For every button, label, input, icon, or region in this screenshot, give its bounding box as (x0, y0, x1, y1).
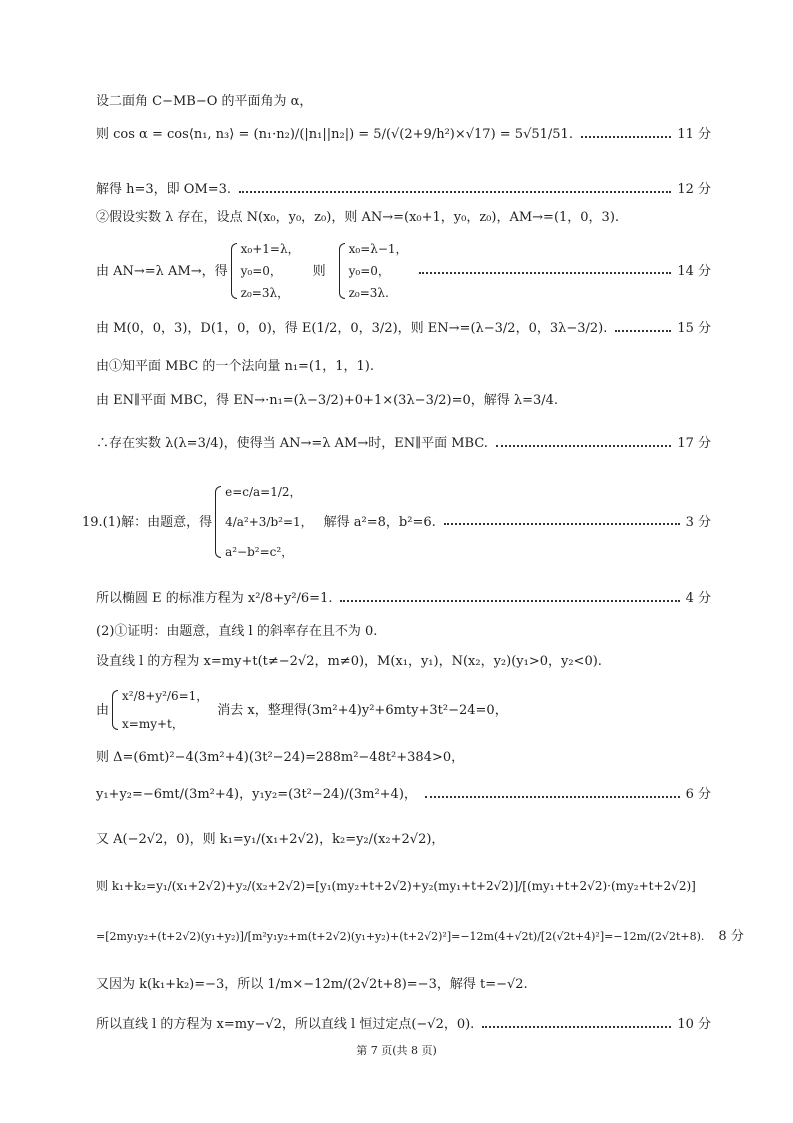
line-solve-h (96, 183, 711, 196)
text: 消去 x，整理得(3m²+4)y²+6mty+3t²−24=0， (217, 702, 508, 718)
line-en-parallel (96, 394, 711, 407)
text: 设二面角 C−MB−O 的平面角为 α， (96, 94, 313, 109)
score: 11 分 (677, 127, 711, 142)
equation-system (231, 243, 300, 299)
text: 所以椭圆 E 的标准方程为 x²/8+y²/6=1. (96, 591, 333, 606)
text: 则 cos α = cos⟨n₁, n₃⟩ = (n₁·n₂)/(|n₁||n₂|) = 5/(√(2+9/h²)×√17) = 5√51/51. (96, 127, 573, 142)
line-part2-proof (96, 625, 711, 638)
line-sum-slopes (96, 880, 711, 892)
equation-system (339, 243, 408, 299)
equation: y₀=0， (240, 264, 282, 278)
score: 10 分 (677, 1017, 711, 1032)
text: 由 EN∥平面 MBC，得 EN→·n₁=(λ−3/2)+0+1×(3λ−3/2)=0，解得 λ=3/4. (96, 393, 559, 408)
line-ellipse-equation (96, 592, 711, 605)
score: 17 分 (677, 436, 711, 451)
score: 6 分 (685, 787, 711, 802)
equation-system (215, 486, 313, 558)
dot-leader (340, 600, 679, 602)
line-system-an-am (96, 240, 711, 302)
text: 设直线 l 的方程为 x=my+t(t≠−2√2，m≠0)，M(x₁，y₁)，N(x₂，y₂)(y₁>0，y₂<0). (96, 654, 602, 669)
text: 所以直线 l 的方程为 x=my−√2，所以直线 l 恒过定点(−√2，0). (96, 1017, 475, 1032)
text: =[2my₁y₂+(t+2√2)(y₁+y₂)]/[m²y₁y₂+m(t+2√2)(y₁+y₂)+(t+2√2)²]=−12m(4+√2t)/[2(√2t+4)²]=−12m/(2√2t+8). (96, 930, 705, 943)
line-set-line-l (96, 655, 711, 668)
equation: z₀=3λ. (348, 286, 389, 300)
text: y₁+y₂=−6mt/(3m²+4)，y₁y₂=(3t²−24)/(3m²+4)， (96, 787, 417, 802)
text: 则 k₁+k₂=y₁/(x₁+2√2)+y₂/(x₂+2√2)=[y₁(my₂+t+2√2)+y₂(my₁+t+2√2)]/[(my₁+t+2√2)·(my₂+t+2√2)] (96, 879, 696, 893)
text: 解得 a²=8，b²=6. (323, 514, 436, 530)
score: 14 分 (677, 263, 711, 279)
line-assume-lambda (96, 211, 711, 224)
line-cos-alpha (96, 128, 711, 141)
score: 12 分 (677, 182, 711, 197)
dot-leader (239, 191, 671, 193)
dot-leader (419, 272, 672, 274)
line-dihedral-angle (96, 95, 711, 108)
line-point-e (96, 322, 711, 335)
text: 由①知平面 MBC 的一个法向量 n₁=(1，1，1). (96, 359, 375, 374)
line-eliminate-x (96, 684, 711, 736)
text: 又 A(−2√2，0)，则 k₁=y₁/(x₁+2√2)，k₂=y₂/(x₂+2√2)， (96, 832, 445, 847)
line-vieta (96, 788, 711, 801)
line-simplify (96, 929, 744, 944)
score: 15 分 (677, 321, 711, 336)
equation: x₀+1=λ， (240, 242, 300, 256)
question-heading: 19.(1)解：由题意，得 (82, 514, 213, 530)
text: 则 (312, 263, 326, 279)
dot-leader (615, 330, 671, 332)
page-footer: 第 7 页(共 8 页) (356, 1044, 437, 1057)
line-solve-t (96, 978, 711, 991)
text: 又因为 k(k₁+k₂)=−3，所以 1/m×−12m/(2√2t+8)=−3，解得 t=−√2. (96, 977, 528, 992)
equation: 4/a²+3/b²=1， (225, 515, 313, 529)
line-fixed-point (96, 1018, 711, 1031)
equation: y₀=0， (348, 264, 390, 278)
text: 则 Δ=(6mt)²−4(3m²+4)(3t²−24)=288m²−48t²+384>0， (96, 750, 465, 765)
equation: x=my+t， (122, 717, 184, 731)
score: 4 分 (685, 591, 711, 606)
equation: x²/8+y²/6=1， (122, 689, 209, 703)
score: 8 分 (718, 929, 744, 944)
dot-leader (496, 445, 671, 447)
line-normal-vector (96, 360, 711, 373)
text: ∴存在实数 λ(λ=3/4)，使得当 AN→=λ AM→时，EN∥平面 MBC. (96, 436, 488, 451)
dot-leader (581, 136, 671, 138)
score: 3 分 (685, 514, 711, 530)
equation: z₀=3λ， (240, 286, 290, 300)
dot-leader (482, 1026, 671, 1028)
dot-leader (444, 523, 680, 525)
line-discriminant (96, 751, 711, 764)
line-q19-part1 (82, 478, 711, 566)
dot-leader (425, 796, 680, 798)
text: 由 AN→=λ AM→，得 (96, 263, 228, 279)
line-exists-lambda (96, 437, 711, 450)
equation: a²−b²=c²， (225, 545, 294, 559)
equation: e=c/a=1/2， (225, 485, 302, 499)
equation: x₀=λ−1， (348, 242, 408, 256)
text: (2)①证明：由题意，直线 l 的斜率存在且不为 0. (96, 624, 378, 639)
equation-system (112, 690, 208, 730)
text: 解得 h=3，即 OM=3. (96, 182, 232, 197)
text: ②假设实数 λ 存在，设点 N(x₀，y₀，z₀)，则 AN→=(x₀+1，y₀，z₀)，AM→=(1，0，3). (96, 210, 620, 225)
text: 由 (96, 702, 110, 718)
line-slopes (96, 833, 711, 846)
text: 由 M(0，0，3)，D(1，0，0)，得 E(1/2，0，3/2)，则 EN→=(λ−3/2，0，3λ−3/2). (96, 321, 608, 336)
